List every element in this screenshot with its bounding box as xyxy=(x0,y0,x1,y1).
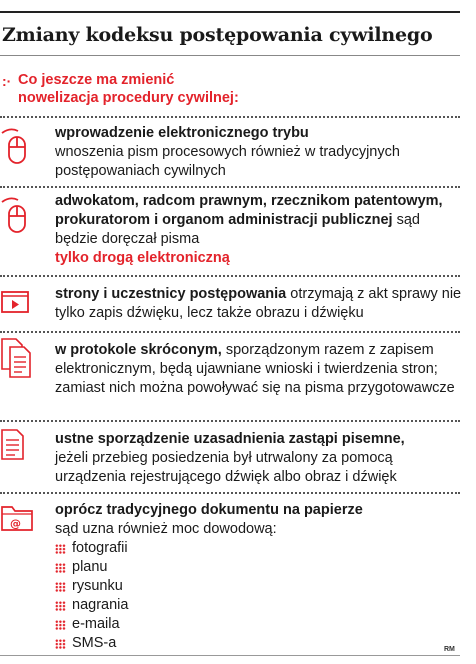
section-electronic-delivery xyxy=(55,192,465,268)
section-divider xyxy=(0,116,460,118)
bullet-icon xyxy=(55,544,66,554)
top-rule xyxy=(0,11,460,13)
list-item: planu xyxy=(55,558,465,577)
mouse-icon xyxy=(0,196,30,236)
section-4-text: sporządzonym razem z zapisem elektronicznym, będą ujawniane wnioski i twierdzenia stron; zamiast nich można powoływać się na pisma przygotowawcze xyxy=(55,342,455,396)
section-3-heading: strony i uczestnicy postępowania xyxy=(55,286,287,302)
email-folder-icon xyxy=(0,503,36,533)
bullet-icon xyxy=(55,620,66,630)
title-divider xyxy=(0,55,460,56)
section-divider xyxy=(0,275,460,277)
intro-heading xyxy=(18,71,318,107)
section-2-highlight: tylko drogą elektroniczną xyxy=(55,250,230,266)
section-divider xyxy=(0,420,460,422)
bottom-rule xyxy=(0,655,460,656)
section-electronic-filing xyxy=(55,124,465,181)
section-oral-justification xyxy=(55,430,465,487)
section-2-heading: adwokatom, radcom prawnym, rzecznikom patentowym, prokuratorom i organom administracji publicznej xyxy=(55,193,443,228)
section-divider xyxy=(0,186,460,188)
mouse-icon xyxy=(0,127,30,167)
bullet-icon xyxy=(55,582,66,592)
list-item: e-maila xyxy=(55,615,465,634)
section-4-heading: w protokole skróconym, xyxy=(55,342,222,358)
section-5-text: jeżeli przebieg posiedzenia był utrwalony za pomocą urządzenia rejestrującego dźwięk albo obraz i dźwięk xyxy=(55,450,397,485)
section-6-text: sąd uzna również moc dowodową: xyxy=(55,521,277,537)
evidence-list xyxy=(55,539,465,653)
section-short-protocol xyxy=(55,341,465,398)
section-6-heading: oprócz tradycyjnego dokumentu na papierze xyxy=(55,502,363,518)
section-divider xyxy=(0,331,460,333)
bullet-icon xyxy=(55,563,66,573)
author-credit: RM xyxy=(444,646,455,653)
svg-text:@: @ xyxy=(10,517,21,530)
intro-line-1: Co jeszcze ma zmienić xyxy=(18,72,175,88)
list-item: fotografii xyxy=(55,539,465,558)
section-2-text: sąd będzie doręczał pisma xyxy=(55,212,420,247)
section-1-text: wnoszenia pism procesowych również w tradycyjnych postępowaniach cywilnych xyxy=(55,144,400,179)
page-title: Zmiany kodeksu postępowania cywilnego xyxy=(2,24,433,46)
section-1-heading: wprowadzenie elektronicznego trybu xyxy=(55,125,309,141)
list-item: SMS-a xyxy=(55,634,465,653)
intro-line-2: nowelizacja procedury cywilnej: xyxy=(18,90,239,106)
document-icon xyxy=(0,428,26,462)
section-3-text: otrzymają z akt sprawy nie tylko zapis dźwięku, lecz także obrazu i dźwięku xyxy=(55,286,462,321)
video-player-icon xyxy=(0,290,30,316)
bullet-icon xyxy=(55,601,66,611)
section-evidence xyxy=(55,501,465,653)
list-item: nagrania xyxy=(55,596,465,615)
section-5-heading: ustne sporządzenie uzasadnienia zastąpi pisemne, xyxy=(55,431,405,447)
list-item: rysunku xyxy=(55,577,465,596)
documents-icon xyxy=(0,337,34,381)
section-divider xyxy=(0,492,460,494)
section-recordings-access xyxy=(55,285,465,323)
intro-marker-icon: :· xyxy=(2,73,12,89)
bullet-icon xyxy=(55,639,66,649)
